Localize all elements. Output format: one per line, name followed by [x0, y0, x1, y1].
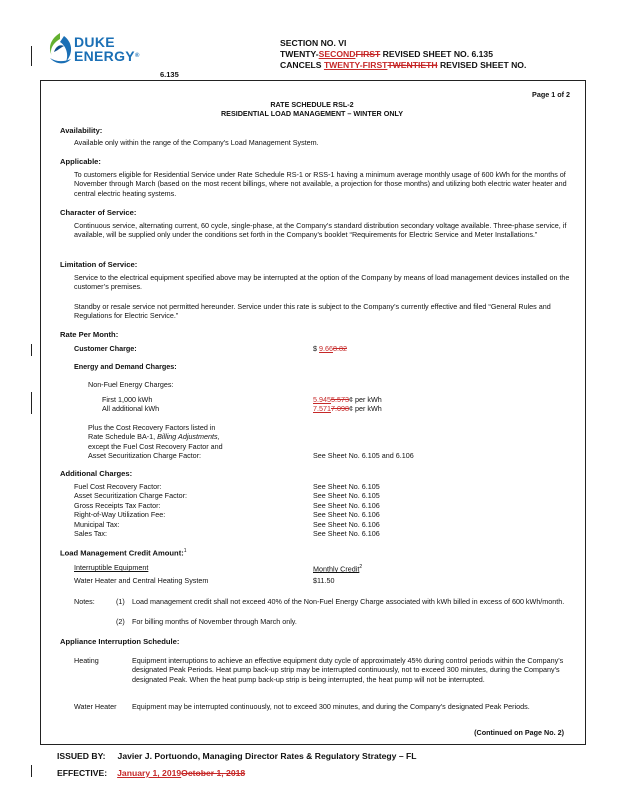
- availability-text: Available only within the range of the Company’s Load Management System.: [74, 138, 319, 147]
- credit-heading: Load Management Credit Amount:$^1$: [60, 548, 187, 558]
- additional-charge-row: Sales Tax: See Sheet No. 6.106: [74, 528, 380, 538]
- applicable-heading: Applicable:: [60, 157, 101, 166]
- character-text: Continuous service, alternating current, 60 cycle, single-phase, at the Company’s standard distribution secondary voltage available. Three-phase service, if available, will be supplied only under the conditions set forth in the Company’s booklet “Requirements for Electric Service and Meter Installations.”: [74, 221, 567, 240]
- rate-heading: Rate Per Month:: [60, 330, 119, 339]
- heating-label: Heating: [74, 656, 99, 665]
- additional-charge-row: Fuel Cost Recovery Factor: See Sheet No. 6.105: [74, 482, 380, 491]
- continued-note: (Continued on Page No. 2): [474, 728, 564, 737]
- sheet-header: [280, 38, 580, 71]
- heating-text: Equipment interruptions to achieve an effective equipment duty cycle of approximately 45% during control periods within the Company’s designated Peak Periods. Heat pump back-up strip may be interrupted continuously, not to exceed 300 minutes, during the Company's designated Peak. When the heat pump back-up strip is being interrupted, the heat pump will not be interrupted.: [132, 656, 564, 684]
- change-bar: [31, 765, 32, 777]
- schedule-subtitle: RESIDENTIAL LOAD MANAGEMENT – WINTER ONLY: [220, 109, 404, 118]
- additional-charge-row: Gross Receipts Tax Factor: See Sheet No. 6.106: [74, 500, 380, 510]
- note2-text: For billing months of November through March only.: [132, 617, 297, 626]
- effective-date: EFFECTIVE: January 1, 2019October 1, 2018: [57, 768, 246, 778]
- additional-charge-row: Right-of-Way Utilization Fee: See Sheet No. 6.106: [74, 510, 380, 520]
- cost-recovery-ref: See Sheet No. 6.105 and 6.106: [313, 451, 414, 460]
- cancels-line: CANCELS TWENTY-FIRSTTWENTIETH REVISED SHEET NO.: [280, 60, 527, 70]
- water-heater-label: Water Heater: [74, 702, 117, 711]
- note2-number: (2): [116, 617, 125, 626]
- note1-text: Load management credit shall not exceed 40% of the Non-Fuel Energy Charge associated with kWh billed in excess of 600 kWh/month.: [132, 597, 565, 606]
- logo-line2: ENERGY: [74, 48, 135, 64]
- sheet-number: TWENTY-SECONDFIRST REVISED SHEET NO. 6.135: [280, 49, 493, 59]
- change-bar: [31, 344, 32, 356]
- additional-kwh-label: All additional kWh: [102, 404, 160, 413]
- limitation-text1: Service to the electrical equipment specified above may be interrupted at the option of the Company by means of load management devices installed on the customer’s premises.: [74, 273, 570, 292]
- customer-charge-label: Customer Charge:: [74, 344, 137, 353]
- additional-charge-row: Asset Securitization Charge Factor: See Sheet No. 6.105: [74, 491, 380, 501]
- limitation-text2: Standby or resale service not permitted hereunder. Service under this rate is subject to the Company’s currently effective and filed “General Rules and Regulations for Electric Service.”: [74, 302, 551, 321]
- first-kwh-value: 5.9455.573¢ per kWh: [313, 395, 382, 404]
- energy-heading: Energy and Demand Charges:: [74, 362, 177, 371]
- availability-heading: Availability:: [60, 126, 103, 135]
- credit-col-monthly: Monthly Credit$^2$: [313, 564, 363, 574]
- flame-logo-icon: [44, 32, 76, 66]
- applicable-text: To customers eligible for Residential Service under Rate Schedule RS-1 or RSS-1 having a minimum average monthly usage of 600 kWh for the months of November through March (based on the most recent billings, where not available, a projection for those months) and utilizing both electric water heater and central electric heating systems.: [74, 170, 567, 198]
- interruption-heading: Appliance Interruption Schedule:: [60, 637, 180, 646]
- nonfuel-label: Non-Fuel Energy Charges:: [88, 380, 174, 389]
- additional-kwh-value: 7.5717.098¢ per kWh: [313, 404, 382, 413]
- credit-col-equipment: Interruptible Equipment: [74, 563, 149, 572]
- character-heading: Character of Service:: [60, 208, 137, 217]
- credit-row-label: Water Heater and Central Heating System: [74, 576, 209, 585]
- credit-row-value: $11.50: [313, 576, 335, 585]
- page-number: Page 1 of 2: [532, 90, 570, 99]
- additional-charges-heading: Additional Charges:: [60, 469, 133, 478]
- note1-number: (1): [116, 597, 125, 606]
- notes-label: Notes:: [74, 597, 95, 606]
- duke-energy-logo: [44, 32, 154, 72]
- customer-charge-value: $ 9.668.82: [313, 344, 347, 353]
- change-bar: [31, 46, 32, 66]
- issued-by: ISSUED BY: Javier J. Portuondo, Managing Director Rates & Regulatory Strategy – FL: [57, 751, 417, 761]
- logo-line1: DUKE: [74, 34, 115, 50]
- additional-charges-table: [74, 482, 474, 538]
- water-heater-text: Equipment may be interrupted continuously, not to exceed 300 minutes, and during the Company’s designated Peak Periods.: [132, 702, 530, 711]
- section-number: SECTION NO. VI: [280, 38, 347, 48]
- additional-charge-row: Municipal Tax: See Sheet No. 6.106: [74, 519, 380, 529]
- schedule-title: RATE SCHEDULE RSL-2: [270, 100, 354, 109]
- first-kwh-label: First 1,000 kWh: [102, 395, 153, 404]
- limitation-heading: Limitation of Service:: [60, 260, 138, 269]
- cancels-sheet-no: 6.135: [160, 70, 179, 79]
- cost-recovery-note: Plus the Cost Recovery Factors listed in Rate Schedule BA-1, Billing Adjustments, except the Fuel Cost Recovery Factor and Asset Securitization Charge Factor:: [88, 423, 223, 461]
- change-bar: [31, 392, 32, 414]
- logo-reg: ®: [134, 53, 140, 59]
